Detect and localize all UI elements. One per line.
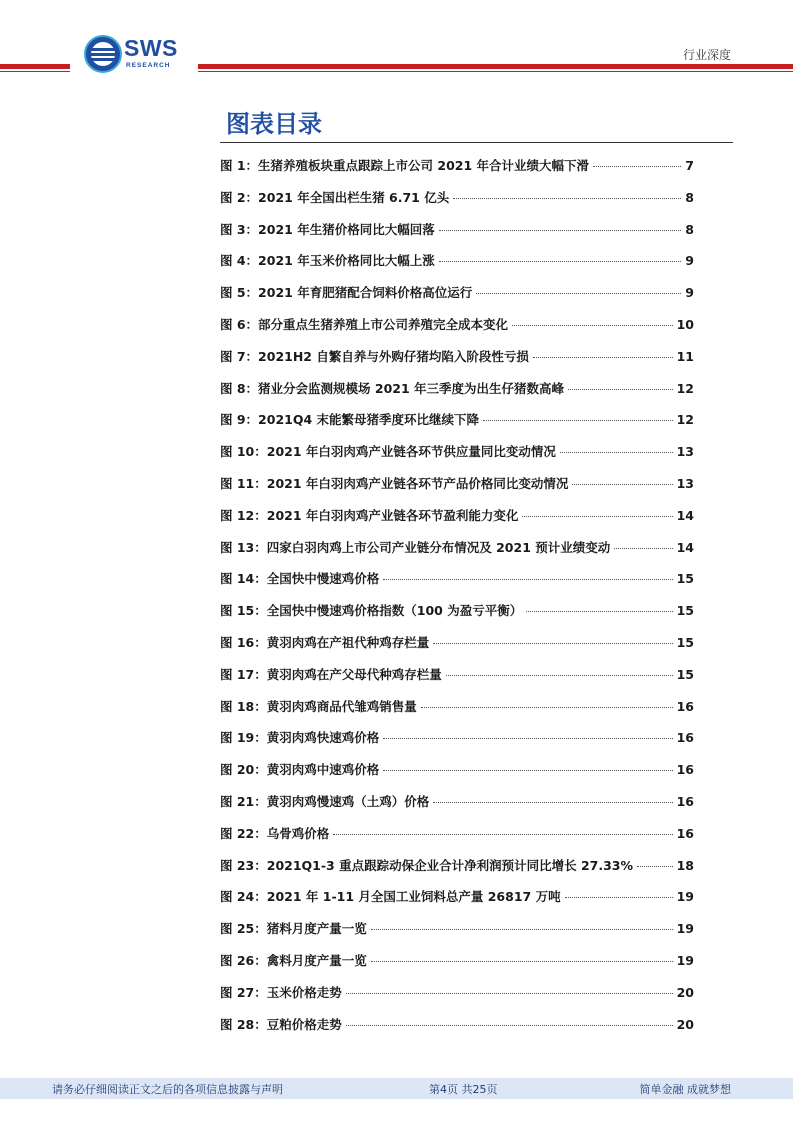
toc-entry-label: 图 4：2021 年玉米价格同比大幅上涨 [220,253,435,269]
toc-entry[interactable] [220,563,694,595]
toc-entry-page: 20 [676,1016,694,1032]
toc-entry-page: 8 [685,189,694,205]
toc-entry-page: 18 [676,857,694,873]
toc-entry[interactable] [220,754,694,786]
toc-entry-page: 13 [676,444,694,460]
toc-entry-page: 19 [676,952,694,968]
toc-entry-label: 图 6：部分重点生猪养殖上市公司养殖完全成本变化 [220,316,509,332]
toc-entry-page: 7 [685,158,694,173]
toc-entry-label: 图 22：乌骨鸡价格 [220,825,330,841]
toc-entry[interactable] [220,436,694,468]
toc-entry[interactable] [220,945,694,977]
toc-entry-page: 14 [676,507,694,523]
toc-entry-label: 图 26：禽料月度产量一览 [220,952,367,968]
toc-entry-label: 图 18：黄羽肉鸡商品代雏鸡销售量 [220,698,417,714]
toc-entry[interactable] [220,373,694,405]
toc-entry[interactable] [220,850,694,882]
toc-entry-page: 16 [676,730,694,746]
toc-entry[interactable] [220,818,694,850]
toc-entry-page: 14 [676,539,694,555]
toc-entry[interactable] [220,913,694,945]
toc-entry-page: 16 [676,825,694,841]
toc-entry-label: 图 8：猪业分会监测规模场 2021 年三季度为出生仔猪数高峰 [220,380,565,396]
toc-entry-page: 13 [676,475,694,491]
header-thin-rule-right [198,71,793,72]
toc-entry-page: 19 [676,921,694,937]
toc-entry[interactable] [220,341,694,373]
toc-entry-label: 图 14：全国快中慢速鸡价格 [220,571,380,587]
toc-entry[interactable] [220,245,694,277]
footer-slogan: 简单金融 成就梦想 [639,1083,731,1096]
toc-entry[interactable] [220,309,694,341]
toc-entry-label: 图 21：黄羽肉鸡慢速鸡（土鸡）价格 [220,793,430,809]
header-thin-rule-left [0,71,70,72]
toc-entry-page: 11 [676,348,694,364]
toc-entry-label: 图 7：2021H2 自繁自养与外购仔猪均陷入阶段性亏损 [220,348,529,364]
toc-entry-page: 10 [676,316,694,332]
toc-entry[interactable] [220,722,694,754]
toc-entry[interactable] [220,1009,694,1041]
toc-entry-label: 图 27：玉米价格走势 [220,984,342,1000]
toc-entry-label: 图 11：2021 年白羽肉鸡产业链各环节产品价格同比变动情况 [220,475,569,491]
toc-entry[interactable] [220,532,694,564]
dot-leader [565,897,673,898]
dot-leader [439,230,682,231]
dot-leader [512,325,673,326]
toc-entry-label: 图 20：黄羽肉鸡中速鸡价格 [220,762,380,778]
toc-entry-page: 9 [685,285,694,301]
report-category: 行业深度 [682,48,731,62]
toc-entry[interactable] [220,691,694,723]
dot-leader [483,420,673,421]
dot-leader [526,611,672,612]
toc-entry-page: 15 [676,666,694,682]
toc-entry-page: 9 [685,253,694,269]
toc-entry[interactable] [220,595,694,627]
dot-leader [614,548,672,549]
dot-leader [522,516,672,517]
toc-entry-page: 8 [685,221,694,237]
toc-entry-label: 图 10：2021 年白羽肉鸡产业链各环节供应量同比变动情况 [220,444,556,460]
toc-entry-label: 图 2：2021 年全国出栏生猪 6.71 亿头 [220,189,450,205]
dot-leader [383,579,672,580]
header-rule-right [198,64,793,69]
dot-leader [383,738,672,739]
toc-entry[interactable] [220,786,694,818]
toc-entry-label: 图 3：2021 年生猪价格同比大幅回落 [220,221,435,237]
toc-entry[interactable] [220,277,694,309]
logo-wordmark: SWS [124,35,178,61]
toc-entry[interactable] [220,214,694,246]
toc-entry[interactable] [220,977,694,1009]
logo-subtitle: RESEARCH [126,62,171,69]
toc-entry[interactable] [220,500,694,532]
dot-leader [476,293,681,294]
toc-entry[interactable] [220,881,694,913]
toc-title: 图表目录 [226,110,322,138]
dot-leader [333,834,672,835]
toc-entry-label: 图 15：全国快中慢速鸡价格指数（100 为盈亏平衡） [220,603,523,619]
dot-leader [533,357,673,358]
toc-entry-label: 图 13：四家白羽肉鸡上市公司产业链分布情况及 2021 预计业绩变动 [220,539,611,555]
toc-entry-page: 16 [676,762,694,778]
dot-leader [637,866,673,867]
dot-leader [433,643,672,644]
dot-leader [346,993,673,994]
dot-leader [446,675,673,676]
toc-entry[interactable] [220,627,694,659]
toc-entry-page: 15 [676,603,694,619]
dot-leader [439,261,682,262]
toc-entry[interactable] [220,150,694,182]
toc-entry-label: 图 28：豆粕价格走势 [220,1016,342,1032]
toc-entry-page: 16 [676,698,694,714]
toc-entry-page: 15 [676,571,694,587]
dot-leader [371,961,673,962]
toc-entry-label: 图 16：黄羽肉鸡在产祖代种鸡存栏量 [220,634,430,650]
footer-disclaimer: 请务必仔细阅读正文之后的各项信息披露与声明 [52,1083,283,1096]
toc-entry-page: 20 [676,984,694,1000]
toc-entry-page: 15 [676,634,694,650]
toc-entry-page: 12 [676,380,694,396]
dot-leader [560,452,673,453]
dot-leader [572,484,672,485]
toc-entry-label: 图 19：黄羽肉鸡快速鸡价格 [220,730,380,746]
toc-entry-label: 图 17：黄羽肉鸡在产父母代种鸡存栏量 [220,666,442,682]
dot-leader [346,1025,673,1026]
header-rule-left [0,64,70,69]
dot-leader [371,929,673,930]
toc-entry-label: 图 25：猪料月度产量一览 [220,921,367,937]
dot-leader [421,707,673,708]
toc-entry-page: 19 [676,889,694,905]
toc-entry-label: 图 9：2021Q4 末能繁母猪季度环比继续下降 [220,412,480,428]
dot-leader [568,389,673,390]
toc-list [220,150,694,1040]
toc-entry-page: 16 [676,793,694,809]
toc-entry-label: 图 24：2021 年 1-11 月全国工业饲料总产量 26817 万吨 [220,889,561,905]
toc-entry-label: 图 23：2021Q1-3 重点跟踪动保企业合计净利润预计同比增长 27.33% [220,857,634,873]
dot-leader [433,802,672,803]
dot-leader [383,770,672,771]
toc-entry-label: 图 1：生猪养殖板块重点跟踪上市公司 2021 年合计业绩大幅下滑 [220,158,590,173]
footer-page-info: 第4页 共25页 [429,1083,498,1096]
toc-entry[interactable] [220,468,694,500]
sws-logo-icon [83,34,123,74]
dot-leader [593,166,681,167]
toc-entry[interactable] [220,182,694,214]
title-divider [220,142,733,143]
toc-entry-page: 12 [676,412,694,428]
dot-leader [453,198,681,199]
toc-entry[interactable] [220,404,694,436]
toc-entry-label: 图 5：2021 年育肥猪配合饲料价格高位运行 [220,285,473,301]
toc-entry[interactable] [220,659,694,691]
toc-entry-label: 图 12：2021 年白羽肉鸡产业链各环节盈利能力变化 [220,507,519,523]
